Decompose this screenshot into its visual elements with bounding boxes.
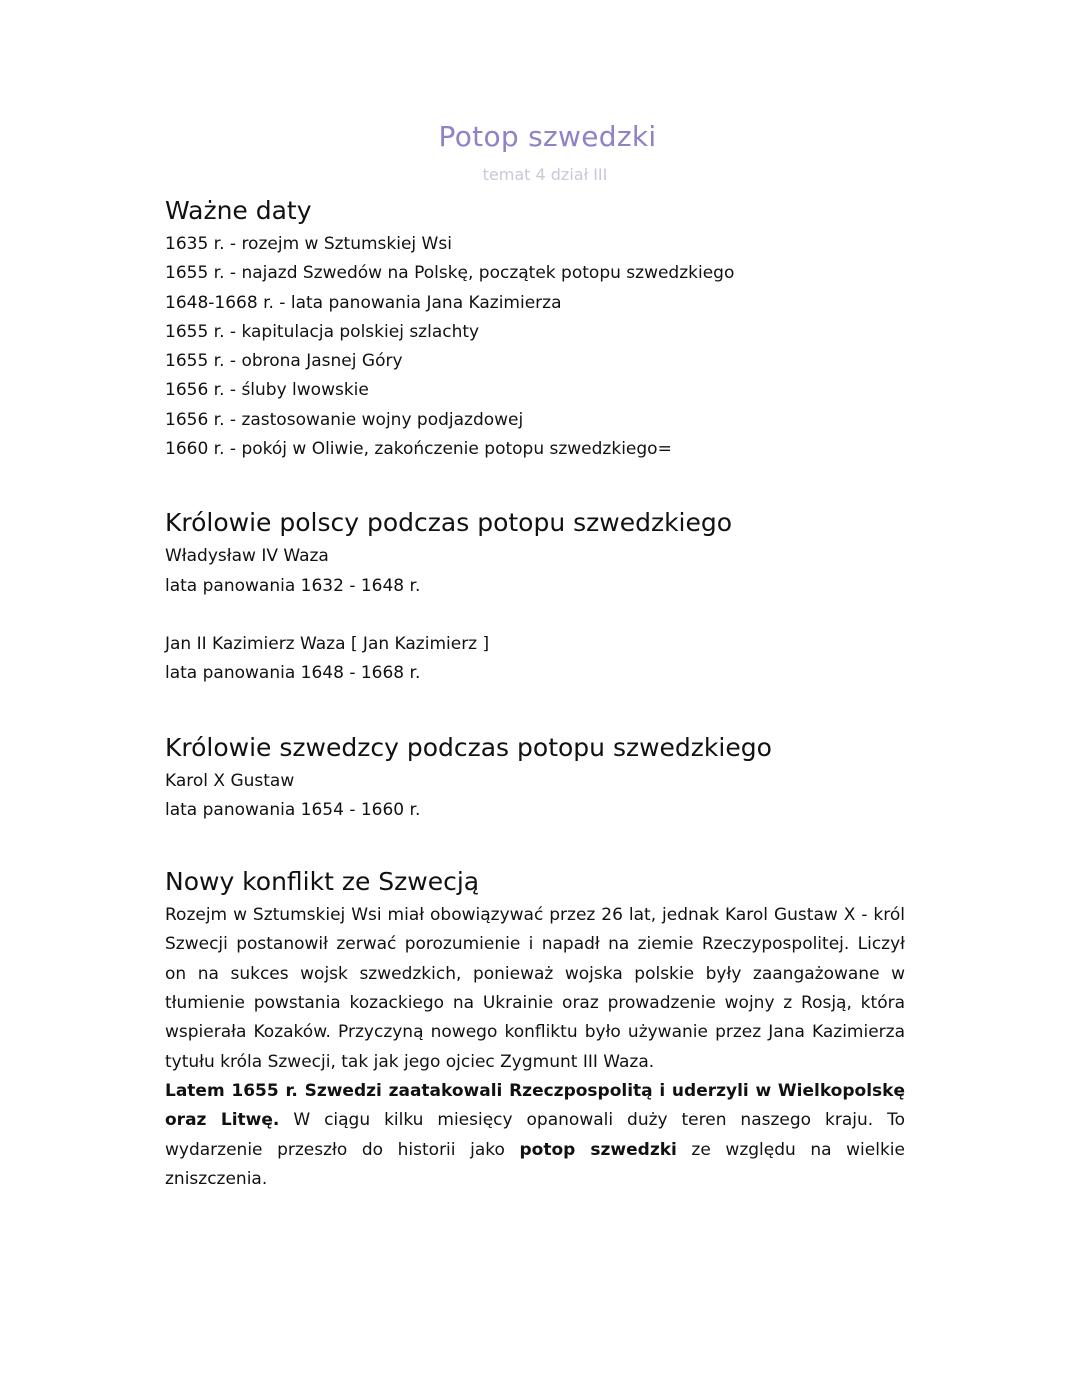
document-title: Potop szwedzki [438, 120, 657, 153]
section-heading-important-dates: Ważne daty [165, 196, 312, 225]
document-content [165, 192, 915, 1194]
section-important-dates [165, 192, 915, 464]
date-item: 1656 r. - śluby lwowskie [165, 380, 369, 401]
section-heading-new-conflict: Nowy konflikt ze Szwecją [165, 867, 480, 897]
conflict-paragraph-1: Rozejm w Sztumskiej Wsi miał obowiązywać przez 26 lat, jednak Karol Gustaw X - król Szwecji postanowił zerwać porozumienie i napadł na ziemie Rzeczypospolitej. Liczył on na sukces wojsk szwedzkich, ponieważ wojska polskie były zaangażowane w tłumienie powstania kozackiego na Ukrainie oraz prowadzenie wojny z Rosją, która wspierała Kozaków. Przyczyną nowego konfliktu było używanie przez Jana Kazimierza tytułu króla Szwecji, tak jak jego ojciec Zygmunt III Waza. [165, 905, 905, 1072]
king-reign: lata panowania 1654 - 1660 r. [165, 799, 421, 820]
section-heading-polish-kings: Królowie polscy podczas potopu szwedzkiego [165, 508, 733, 538]
king-reign: lata panowania 1632 - 1648 r. [165, 575, 421, 596]
conflict-paragraph-2 [165, 1077, 905, 1194]
spacer [165, 601, 915, 630]
section-polish-kings [165, 504, 915, 688]
section-swedish-kings [165, 729, 915, 826]
date-item: 1660 r. - pokój w Oliwie, zakończenie potopu szwedzkiego= [165, 439, 672, 460]
section-heading-swedish-kings: Królowie szwedzcy podczas potopu szwedzkiego [165, 732, 772, 762]
date-item: 1656 r. - zastosowanie wojny podjazdowej [165, 409, 524, 430]
date-item: 1655 r. - obrona Jasnej Góry [165, 351, 403, 372]
king-name: Karol X Gustaw [165, 770, 295, 791]
document-subtitle: temat 4 dział III [482, 165, 608, 184]
date-item: 1635 r. - rozejm w Sztumskiej Wsi [165, 234, 452, 254]
conflict-paragraph-2-bold: Latem 1655 r. Szwedzi zaatakowali Rzeczpospolitą i uderzyli w Wielkopolskę oraz Litwę. [165, 1080, 905, 1131]
king-name: Jan II Kazimierz Waza [ Jan Kazimierz ] [165, 633, 490, 654]
conflict-paragraph-2-end: ze względu na wielkie zniszczenia. [165, 1139, 905, 1189]
conflict-paragraph-2-text: W ciągu kilku miesięcy opanowali duży teren naszego kraju. To wydarzenie przeszło do historii jako [165, 1110, 905, 1160]
conflict-paragraph-2-bold-term: potop szwedzki [519, 1139, 677, 1160]
date-item: 1648-1668 r. - lata panowania Jana Kazimierza [165, 292, 562, 313]
date-item: 1655 r. - kapitulacja polskiej szlachty [165, 321, 480, 342]
date-item: 1655 r. - najazd Szwedów na Polskę, początek potopu szwedzkiego [165, 263, 735, 284]
king-reign: lata panowania 1648 - 1668 r. [165, 663, 421, 684]
king-name: Władysław IV Waza [165, 546, 329, 567]
section-new-conflict [165, 863, 915, 1194]
